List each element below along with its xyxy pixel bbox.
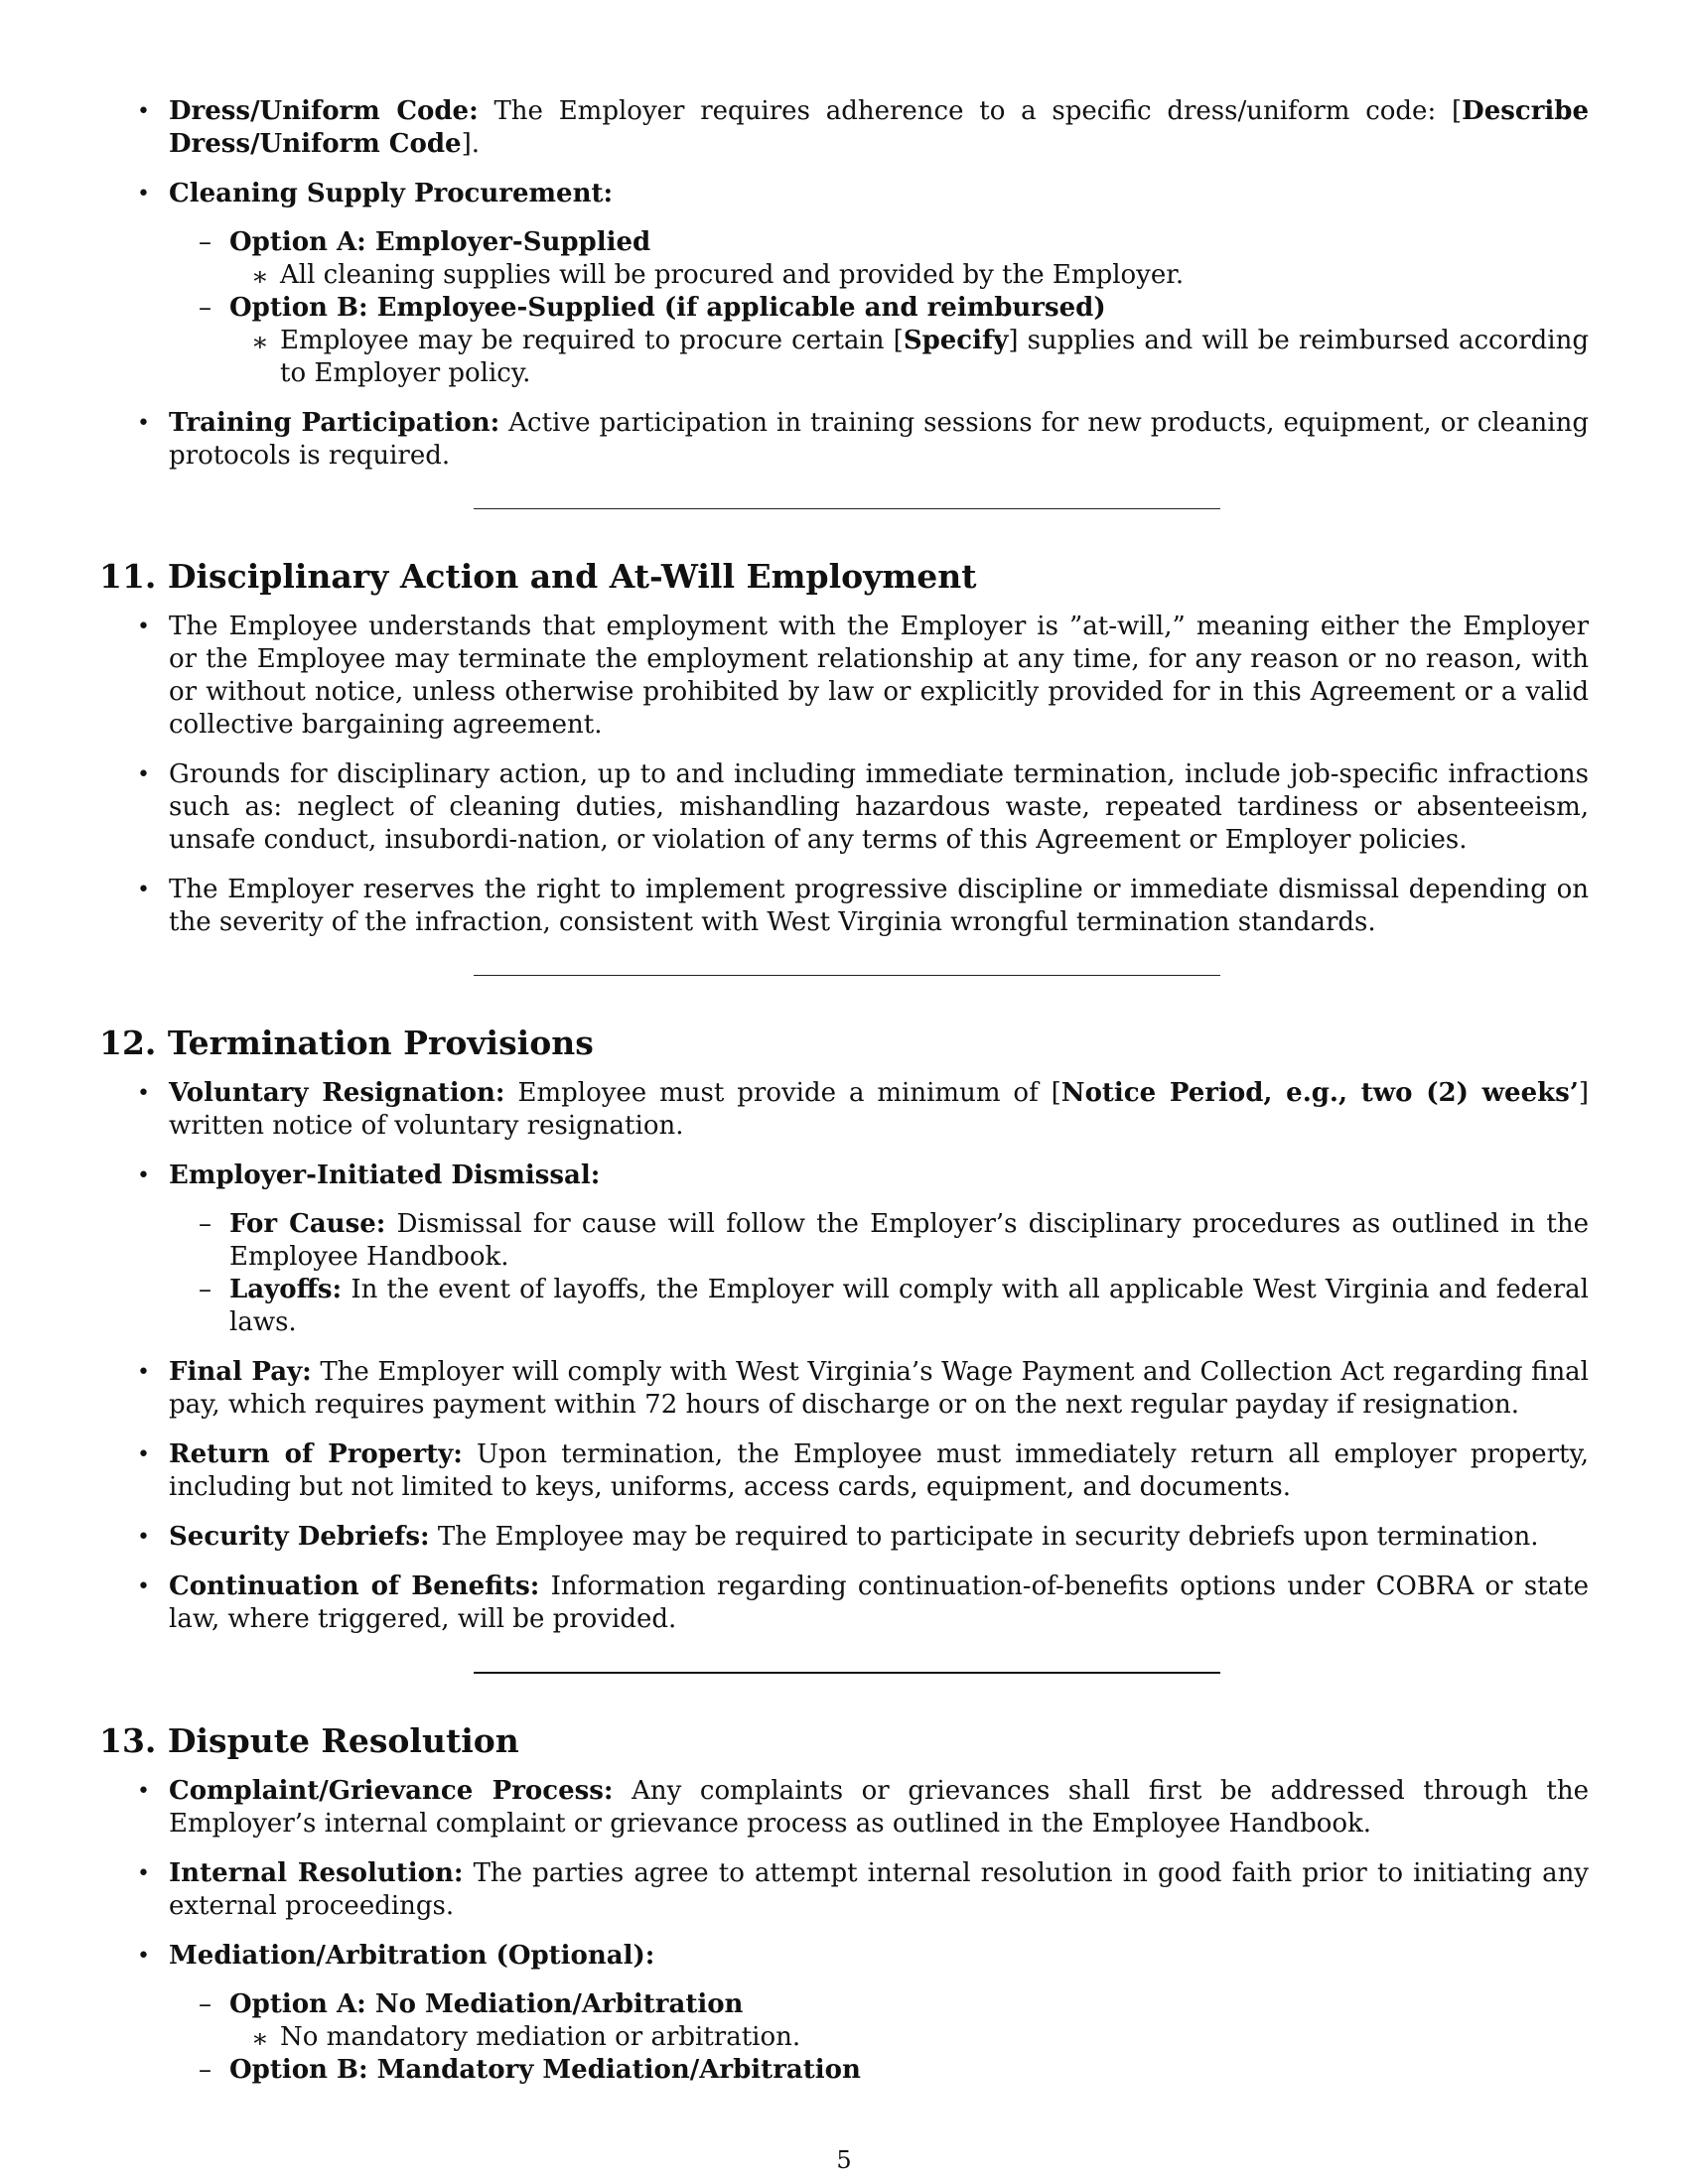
bullet-icon: •: [137, 1574, 150, 1599]
final-pay-label: Final Pay:: [169, 1357, 312, 1387]
return-property-label: Return of Property:: [169, 1439, 463, 1469]
section11-item: [99, 611, 1589, 742]
option-a-item-text: All cleaning supplies will be procured and provided by the Employer.: [280, 260, 1185, 290]
list-item-return-property: [99, 1438, 1589, 1504]
option-b-item: ∗ Employee may be required to procure certain [Specify] supplies and will be reimbursed according to Employer policy.: [251, 326, 1589, 388]
bullet-icon: •: [137, 1163, 150, 1188]
bullet-icon: •: [137, 1081, 150, 1106]
section13-heading: 13. Dispute Resolution: [99, 1721, 519, 1760]
option-a-title: Option A: Employer-Supplied: [229, 227, 651, 257]
voluntary-text: Employee must provide a minimum of: [504, 1078, 1052, 1108]
dress-code-label: Dress/Uniform Code:: [169, 96, 479, 126]
option-a: [169, 226, 1589, 292]
bullet-icon: •: [137, 99, 150, 124]
dash-icon: –: [199, 227, 211, 257]
section13-list: [99, 1775, 1589, 2087]
cleaning-options-list: [169, 226, 1589, 390]
dash-icon: –: [199, 1989, 211, 2019]
return-property-text: Upon termination, the Employee must immediately return all employer property, including but not limited to keys, uniforms, access cards, equipment, and documents.: [169, 1439, 1589, 1502]
training-label: Training Participation:: [169, 408, 500, 438]
voluntary-label: Voluntary Resignation:: [169, 1078, 505, 1108]
bullet-icon: •: [137, 1442, 150, 1467]
section-divider: [474, 975, 1220, 976]
bullet-icon: •: [137, 1861, 150, 1886]
mediation-option-b: [169, 2054, 1589, 2087]
security-label: Security Debriefs:: [169, 1522, 430, 1552]
section11-item: [99, 874, 1589, 939]
dash-icon: –: [199, 1209, 211, 1239]
for-cause-item: [169, 1208, 1589, 1274]
list-item-cleaning-supply: [99, 178, 1589, 390]
list-item-employer-dismissal: [99, 1160, 1589, 1339]
page-number: 5: [836, 2146, 852, 2174]
for-cause-label: For Cause:: [229, 1209, 386, 1239]
bullet-icon: •: [137, 1944, 150, 1969]
final-pay-text: The Employer will comply with West Virginia’s Wage Payment and Collection Act regarding final pay, which requires payment within 72 hours of discharge or on the next regular payday if resignation.: [169, 1357, 1590, 1420]
section11-item-text: Grounds for disciplinary action, up to and including immediate termination, include job-specific infractions such as: neglect of cleaning duties, mishandling hazardous waste, repeated tardiness or absenteeism, unsafe conduct, insubordi-nation, or violation of any terms of this Agreement or Employer policies.: [169, 759, 1589, 855]
section-divider: [474, 508, 1220, 509]
bullet-icon: •: [137, 878, 150, 902]
dress-code-placeholder: Describe Dress/Uniform Code: [169, 96, 1589, 159]
dash-icon: –: [199, 293, 211, 323]
bullet-icon: •: [137, 182, 150, 206]
internal-label: Internal Resolution:: [169, 1858, 464, 1888]
option-b-placeholder: Specify: [903, 326, 1009, 355]
dash-icon: –: [199, 2055, 211, 2085]
bullet-icon: •: [137, 762, 150, 787]
mediation-option-b-title: Option B: Mandatory Mediation/Arbitration: [229, 2055, 861, 2085]
training-text: Active participation in training sessions for new products, equipment, or cleaning protocols is required.: [169, 408, 1589, 471]
mediation-option-a-item-text: No mandatory mediation or arbitration.: [280, 2022, 801, 2052]
asterisk-icon: ∗: [251, 328, 269, 357]
bracket-close: ].: [461, 129, 480, 159]
bullet-icon: •: [137, 411, 150, 436]
section12-heading: 12. Termination Provisions: [99, 1024, 594, 1062]
section-divider: [474, 1672, 1220, 1674]
bullet-icon: •: [137, 614, 150, 639]
section10-list: [99, 95, 1589, 473]
dash-icon: –: [199, 1275, 211, 1304]
bullet-icon: •: [137, 1525, 150, 1550]
option-a-item: [229, 259, 1589, 292]
mediation-option-a-title: Option A: No Mediation/Arbitration: [229, 1989, 744, 2019]
option-b-items: [229, 325, 1589, 390]
section11-list: [99, 611, 1589, 939]
asterisk-icon: ∗: [251, 262, 269, 292]
list-item-security-debriefs: [99, 1521, 1589, 1554]
list-item-mediation: [99, 1940, 1589, 2087]
option-b-item-text-after: supplies and will be reimbursed according to Employer policy.: [280, 326, 1589, 388]
mediation-options-list: [169, 1988, 1589, 2087]
section12-list: [99, 1077, 1589, 1636]
mediation-label: Mediation/Arbitration (Optional):: [169, 1941, 655, 1971]
option-b-title: Option B: Employee-Supplied (if applicable and reimbursed): [229, 293, 1106, 323]
mediation-option-a-items: [229, 2021, 1589, 2054]
mediation-option-a-item: [229, 2021, 1589, 2054]
section11-item: [99, 758, 1589, 857]
cleaning-supply-label: Cleaning Supply Procurement:: [169, 179, 614, 208]
notice-period-placeholder: Notice Period, e.g., two (2) weeks’: [1060, 1078, 1579, 1108]
dismissal-list: [169, 1208, 1589, 1339]
for-cause-text: Dismissal for cause will follow the Employer’s disciplinary procedures as outlined in the Employee Handbook.: [229, 1209, 1589, 1272]
option-b: [169, 292, 1589, 390]
layoffs-text: In the event of layoffs, the Employer will comply with all applicable West Virginia and federal laws.: [229, 1275, 1589, 1337]
list-item-complaint: [99, 1775, 1589, 1841]
complaint-text: Any complaints or grievances shall first be addressed through the Employer’s internal complaint or grievance process as outlined in the Employee Handbook.: [169, 1776, 1589, 1839]
benefits-label: Continuation of Benefits:: [169, 1571, 540, 1601]
section11-item-text: The Employer reserves the right to implement progressive discipline or immediate dismissal depending on the severity of the infraction, consistent with West Virginia wrongful termination standards.: [169, 875, 1589, 937]
option-a-items: [229, 259, 1589, 292]
asterisk-icon: ∗: [251, 2024, 269, 2054]
security-text: The Employee may be required to participate in security debriefs upon termination.: [429, 1522, 1539, 1552]
bracket-open: [: [1451, 96, 1463, 126]
section11-heading: 11. Disciplinary Action and At-Will Employment: [99, 557, 977, 596]
voluntary-after: written notice of voluntary resignation.: [169, 1111, 684, 1141]
layoffs-label: Layoffs:: [229, 1275, 343, 1304]
bullet-icon: •: [137, 1779, 150, 1804]
internal-text: The parties agree to attempt internal resolution in good faith prior to initiating any external proceedings.: [169, 1858, 1589, 1921]
bullet-icon: •: [137, 1360, 150, 1385]
dress-code-text: The Employer requires adherence to a specific dress/uniform code:: [478, 96, 1452, 126]
section11-item-text: The Employee understands that employment with the Employer is ”at-will,” meaning either the Employer or the Employee may terminate the employment relationship at any time, for any reason or no reason, with or without notice, unless otherwise prohibited by law or explicitly provided for in this Agreement or a valid collective bargaining agreement.: [169, 612, 1589, 740]
option-b-item-text-before: Employee may be required to procure certain: [280, 326, 894, 355]
dismissal-label: Employer-Initiated Dismissal:: [169, 1160, 601, 1190]
list-item-dress-code: [99, 95, 1589, 161]
benefits-text: Information regarding continuation-of-benefits options under COBRA or state law, where triggered, will be provided.: [169, 1571, 1589, 1634]
list-item-voluntary-resignation: • Voluntary Resignation: Employee must provide a minimum of [Notice Period, e.g., two (2) weeks’] written notice of voluntary resignation.: [137, 1078, 1589, 1141]
list-item-internal-resolution: [99, 1857, 1589, 1923]
mediation-option-a: [169, 1988, 1589, 2054]
layoffs-item: [169, 1274, 1589, 1339]
page-content: [99, 95, 1589, 2104]
list-item-benefits: [99, 1570, 1589, 1636]
list-item-training: [99, 407, 1589, 473]
list-item-final-pay: [99, 1356, 1589, 1422]
complaint-label: Complaint/Grievance Process:: [169, 1776, 614, 1806]
